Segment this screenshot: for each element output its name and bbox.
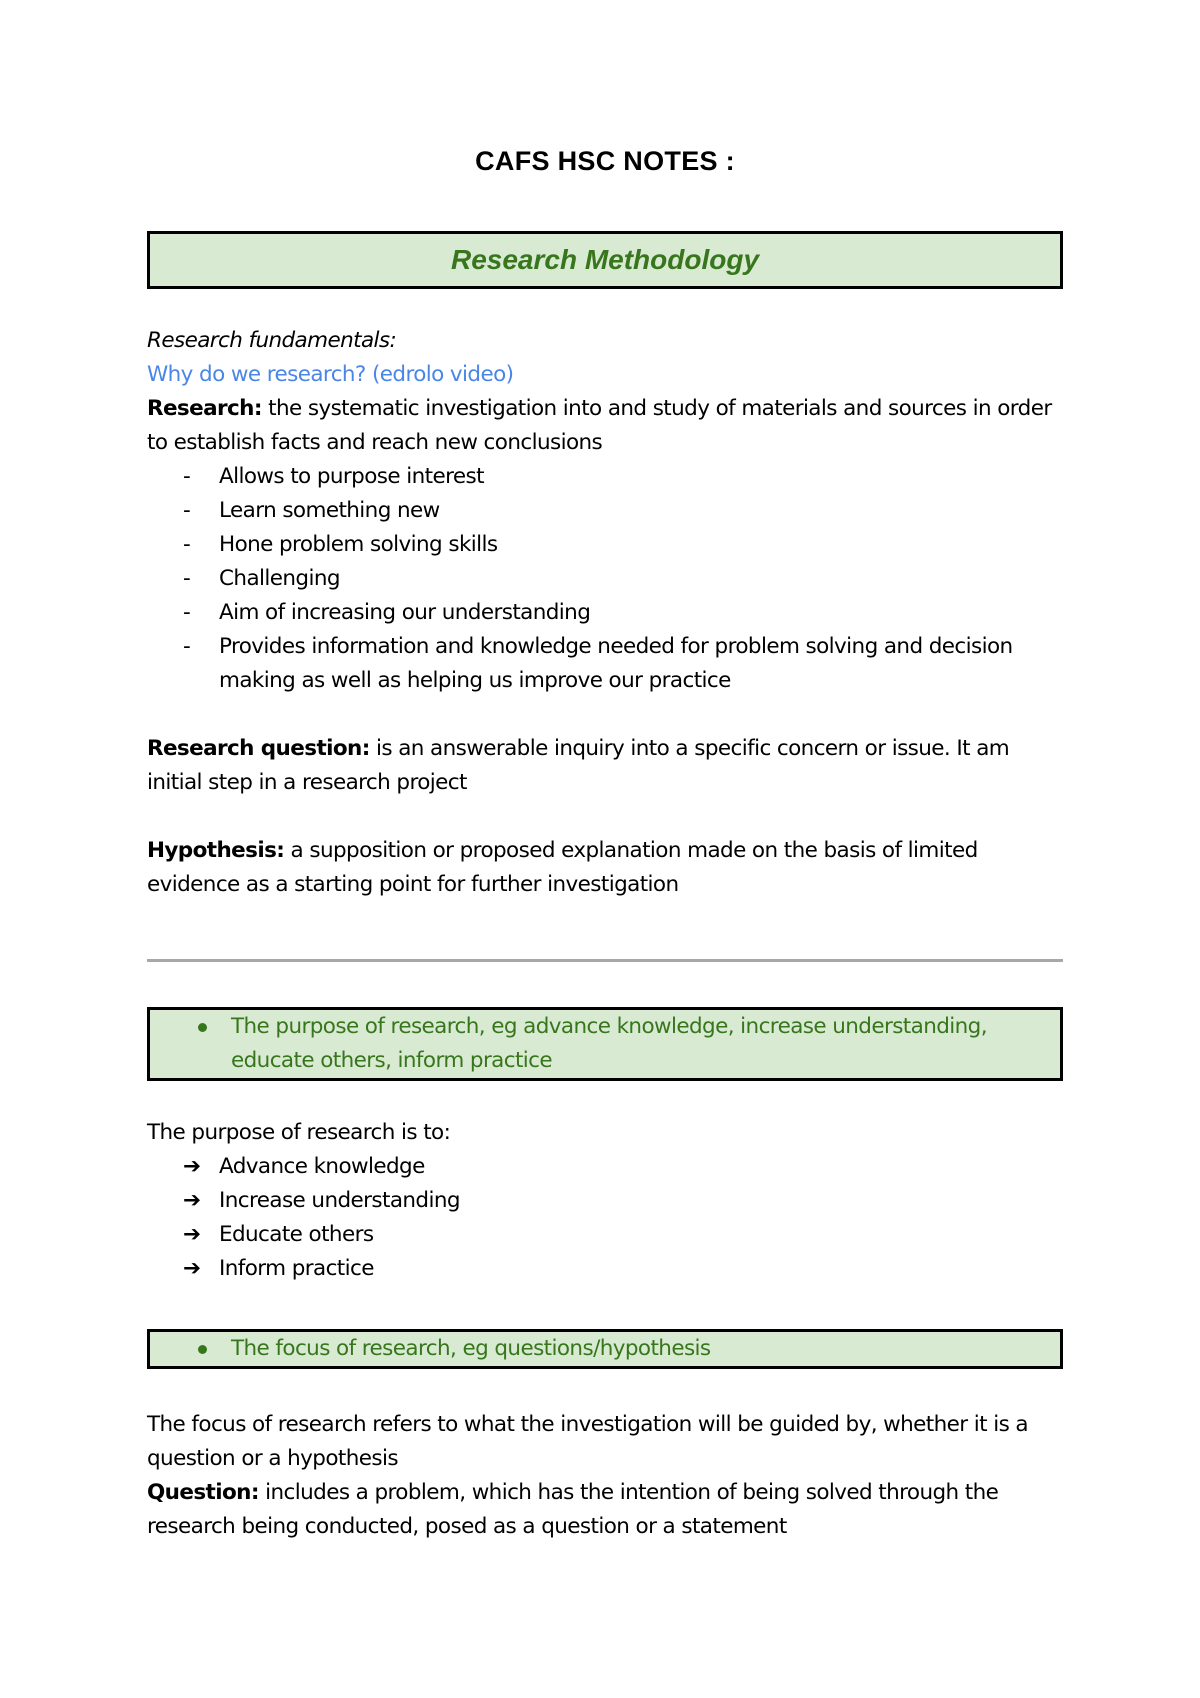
list-item: ➔ Inform practice	[147, 1252, 1063, 1286]
research-definition	[147, 392, 1063, 460]
purpose-outcome-text: The purpose of research, eg advance knowledge, increase understanding, educate others, inform practice	[231, 1014, 987, 1073]
section-heading-box	[147, 231, 1063, 289]
bullet-icon	[198, 1345, 207, 1354]
question-term: Question:	[147, 1480, 259, 1505]
list-item: - Allows to purpose interest	[147, 460, 1063, 494]
focus-intro: The focus of research refers to what the investigation will be guided by, whether it is a question or a hypothesis	[147, 1412, 1028, 1471]
horizontal-divider	[147, 959, 1063, 962]
research-question-term: Research question:	[147, 736, 370, 761]
list-item: ➔ Educate others	[147, 1218, 1063, 1252]
hypothesis-term: Hypothesis:	[147, 838, 285, 863]
section-heading: Research Methodology	[450, 244, 760, 275]
arrow-right-icon: ➔	[183, 1256, 201, 1281]
fundamentals-label: Research fundamentals:	[147, 328, 397, 353]
question-definition	[147, 1476, 1063, 1544]
list-item: - Hone problem solving skills	[147, 528, 1063, 562]
edrolo-video-link[interactable]: Why do we research? (edrolo video)	[147, 362, 514, 387]
focus-outcome-text: The focus of research, eg questions/hypothesis	[231, 1336, 711, 1361]
arrow-right-icon: ➔	[183, 1188, 201, 1213]
hypothesis-def: a supposition or proposed explanation made on the basis of limited evidence as a starting point for further investigation	[147, 838, 978, 897]
list-item: - Provides information and knowledge needed for problem solving and decision making as well as helping us improve our practice	[147, 630, 1063, 698]
list-item: ➔ Advance knowledge	[147, 1150, 1063, 1184]
purpose-intro: The purpose of research is to:	[147, 1120, 451, 1145]
list-item: - Aim of increasing our understanding	[147, 596, 1063, 630]
hypothesis-definition	[147, 834, 1063, 902]
question-def: includes a problem, which has the intention of being solved through the research being conducted, posed as a question or a statement	[147, 1480, 999, 1539]
research-def: the systematic investigation into and study of materials and sources in order to establish facts and reach new conclusions	[147, 396, 1052, 455]
research-reasons-list	[147, 460, 1063, 698]
list-item: - Learn something new	[147, 494, 1063, 528]
focus-outcome-box	[147, 1329, 1063, 1369]
list-item: ➔ Increase understanding	[147, 1184, 1063, 1218]
document-title: CAFS HSC NOTES :	[475, 146, 735, 176]
bullet-icon	[198, 1023, 207, 1032]
purpose-outcome-box	[147, 1007, 1063, 1081]
purpose-list	[147, 1150, 1063, 1286]
research-term: Research:	[147, 396, 262, 421]
purpose-section	[147, 1116, 1063, 1286]
research-question-def: is an answerable inquiry into a specific concern or issue. It am initial step in a research project	[147, 736, 1010, 795]
arrow-right-icon: ➔	[183, 1222, 201, 1247]
arrow-right-icon: ➔	[183, 1154, 201, 1179]
list-item: - Challenging	[147, 562, 1063, 596]
research-question-definition	[147, 732, 1063, 800]
focus-section	[147, 1408, 1063, 1544]
fundamentals-section	[147, 324, 1063, 902]
